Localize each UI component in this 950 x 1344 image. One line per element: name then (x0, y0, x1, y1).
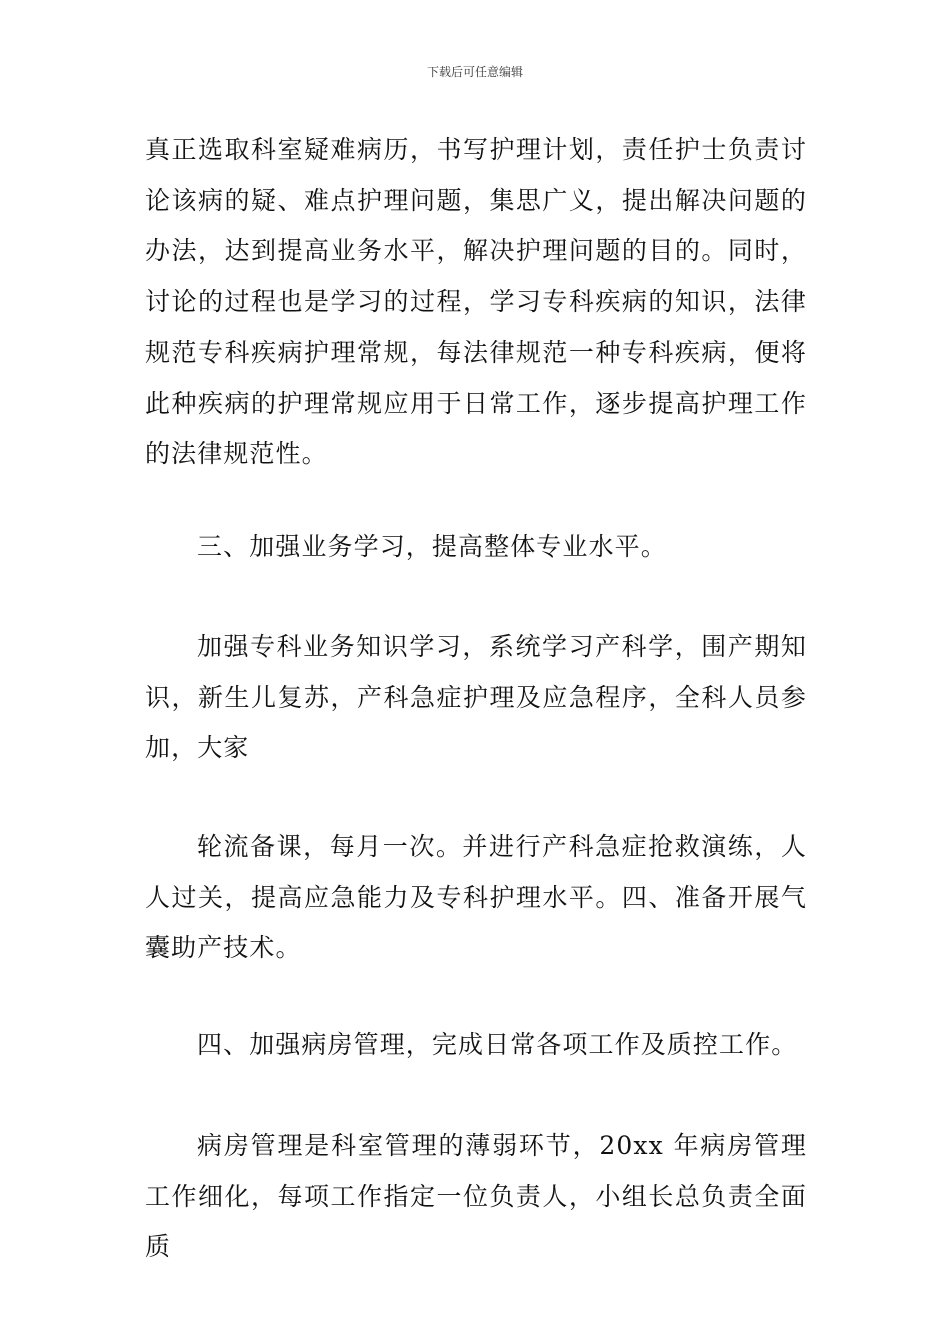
section-heading-3: 三、加强业务学习，提高整体专业水平。 (197, 532, 667, 561)
body-paragraph-3: 轮流备课，每月一次。并进行产科急症抢救演练，人人过关，提高应急能力及专科护理水平。四、准备开展气囊助产技术。 (145, 832, 807, 963)
body-paragraph-1: 真正选取科室疑难病历，书写护理计划，责任护士负责讨论该病的疑、难点护理问题，集思广义，提出解决问题的办法，达到提高业务水平，解决护理问题的目的。同时，讨论的过程也是学习的过程，学习专科疾病的知识，法律规范专科疾病护理常规，每法律规范一种专科疾病，便将此种疾病的护理常规应用于日常工作，逐步提高护理工作的法律规范性。 (145, 135, 807, 469)
body-paragraph-4: 病房管理是科室管理的薄弱环节，20xx 年病房管理工作细化，每项工作指定一位负责人，小组长总负责全面质 (145, 1131, 807, 1262)
body-paragraph-2: 加强专科业务知识学习，系统学习产科学，围产期知识，新生儿复苏，产科急症护理及应急程序，全科人员参加，大家 (145, 632, 807, 763)
page-header-note: 下载后可任意编辑 (426, 65, 523, 79)
section-heading-4: 四、加强病房管理，完成日常各项工作及质控工作。 (197, 1030, 798, 1059)
